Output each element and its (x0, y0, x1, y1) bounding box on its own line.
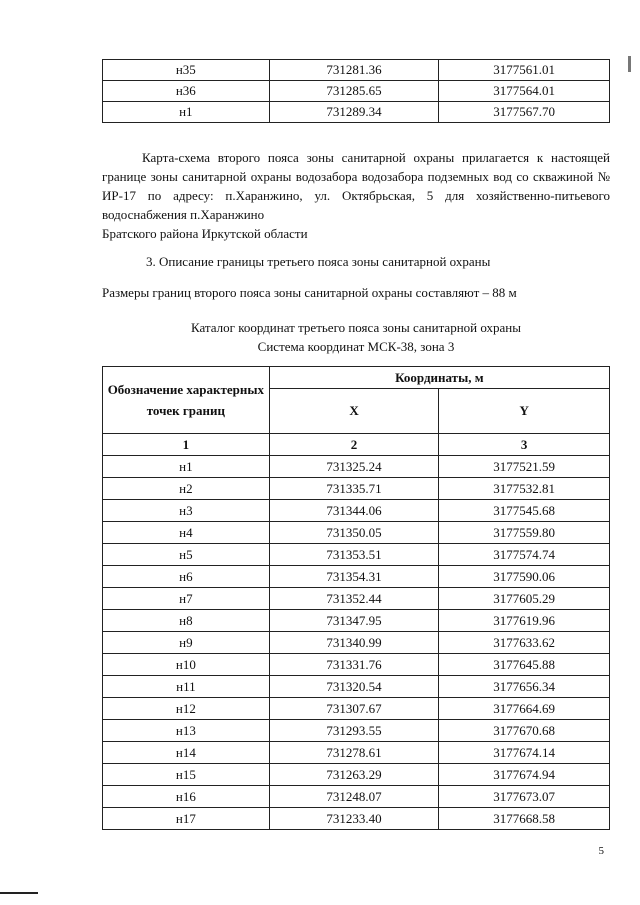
y-cell: 3177521.59 (439, 456, 610, 478)
point-cell: н8 (103, 610, 270, 632)
header-x: X (269, 389, 439, 434)
x-cell: 731325.24 (269, 456, 439, 478)
y-cell: 3177590.06 (439, 566, 610, 588)
column-number-row (103, 434, 610, 456)
catalog-caption-line2: Система координат МСК-38, зона 3 (257, 339, 455, 354)
x-cell: 731233.40 (269, 808, 439, 830)
table-row (103, 610, 610, 632)
size-note: Размеры границ второго пояса зоны санитарной охраны составляют – 88 м (102, 285, 517, 300)
column-number: 1 (103, 434, 270, 456)
x-cell: 731331.76 (269, 654, 439, 676)
table-row (103, 60, 610, 81)
point-cell: н15 (103, 764, 270, 786)
x-cell: 731248.07 (269, 786, 439, 808)
point-cell: н2 (103, 478, 270, 500)
point-cell: н11 (103, 676, 270, 698)
y-cell: 3177645.88 (439, 654, 610, 676)
x-cell: 731344.06 (269, 500, 439, 522)
x-cell: 731320.54 (269, 676, 439, 698)
x-cell: 731353.51 (269, 544, 439, 566)
x-cell: 731340.99 (269, 632, 439, 654)
y-cell: 3177668.58 (439, 808, 610, 830)
x-cell: 731285.65 (269, 81, 439, 102)
y-cell: 3177545.68 (439, 500, 610, 522)
x-cell: 731281.36 (269, 60, 439, 81)
y-cell: 3177574.74 (439, 544, 610, 566)
coordinates-catalog-table (102, 366, 610, 830)
point-cell: н16 (103, 786, 270, 808)
y-cell: 3177633.62 (439, 632, 610, 654)
table-row (103, 81, 610, 102)
x-cell: 731289.34 (269, 102, 439, 123)
point-cell: н36 (103, 81, 270, 102)
y-cell: 3177559.80 (439, 522, 610, 544)
x-cell: 731307.67 (269, 698, 439, 720)
x-cell: 731335.71 (269, 478, 439, 500)
table-row (103, 808, 610, 830)
point-cell: н3 (103, 500, 270, 522)
point-cell: н35 (103, 60, 270, 81)
x-cell: 731278.61 (269, 742, 439, 764)
y-cell: 3177656.34 (439, 676, 610, 698)
x-cell: 731263.29 (269, 764, 439, 786)
y-cell: 3177670.68 (439, 720, 610, 742)
point-cell: н6 (103, 566, 270, 588)
table-row (103, 654, 610, 676)
table-row (103, 786, 610, 808)
y-cell: 3177561.01 (439, 60, 610, 81)
x-cell: 731350.05 (269, 522, 439, 544)
table-row (103, 522, 610, 544)
point-cell: н14 (103, 742, 270, 764)
table-row (103, 544, 610, 566)
x-cell: 731293.55 (269, 720, 439, 742)
y-cell: 3177564.01 (439, 81, 610, 102)
column-number: 2 (269, 434, 439, 456)
table-row (103, 698, 610, 720)
y-cell: 3177532.81 (439, 478, 610, 500)
table-row (103, 676, 610, 698)
point-cell: н5 (103, 544, 270, 566)
point-cell: н12 (103, 698, 270, 720)
point-cell: н1 (103, 102, 270, 123)
scheme-paragraph-last-line: Братского района Иркутской области (102, 226, 308, 241)
point-cell: н4 (103, 522, 270, 544)
table-row (103, 632, 610, 654)
point-cell: н13 (103, 720, 270, 742)
x-cell: 731352.44 (269, 588, 439, 610)
table-row (103, 102, 610, 123)
table-row (103, 566, 610, 588)
point-cell: н9 (103, 632, 270, 654)
x-cell: 731354.31 (269, 566, 439, 588)
y-cell: 3177619.96 (439, 610, 610, 632)
header-y: Y (439, 389, 610, 434)
catalog-caption-line1: Каталог координат третьего пояса зоны санитарной охраны (190, 320, 521, 335)
y-cell: 3177674.94 (439, 764, 610, 786)
point-cell: н1 (103, 456, 270, 478)
section-heading: 3. Описание границы третьего пояса зоны санитарной охраны (146, 254, 491, 269)
header-point-designation: Обозначение характерных точек границ (103, 367, 270, 434)
page-number: 5 (598, 845, 604, 857)
point-cell: н7 (103, 588, 270, 610)
scheme-paragraph (102, 148, 610, 243)
top-coordinates-table (102, 59, 610, 123)
column-number: 3 (439, 434, 610, 456)
table-row (103, 500, 610, 522)
header-coordinates: Координаты, м (269, 367, 609, 389)
table-row (103, 764, 610, 786)
y-cell: 3177673.07 (439, 786, 610, 808)
y-cell: 3177664.69 (439, 698, 610, 720)
table-row (103, 742, 610, 764)
point-cell: н17 (103, 808, 270, 830)
table-row (103, 720, 610, 742)
catalog-caption (102, 318, 610, 356)
point-cell: н10 (103, 654, 270, 676)
table-row (103, 478, 610, 500)
margin-line (0, 892, 38, 894)
x-cell: 731347.95 (269, 610, 439, 632)
header-row (103, 367, 610, 389)
corner-mark (628, 56, 631, 72)
table-row (103, 456, 610, 478)
scheme-paragraph-lead: Карта-схема второго пояса зоны санитарной охраны прилагается к настоящей границе зоны санитарной охраны водозабора водозабора подземных вод со скважиной № ИР-17 по адресу: п.Харанжино, ул. Октябрьская, 5 для хозяйственно-питьевого водоснабжения п.Харанжино (102, 150, 610, 222)
table-row (103, 588, 610, 610)
y-cell: 3177567.70 (439, 102, 610, 123)
y-cell: 3177605.29 (439, 588, 610, 610)
y-cell: 3177674.14 (439, 742, 610, 764)
